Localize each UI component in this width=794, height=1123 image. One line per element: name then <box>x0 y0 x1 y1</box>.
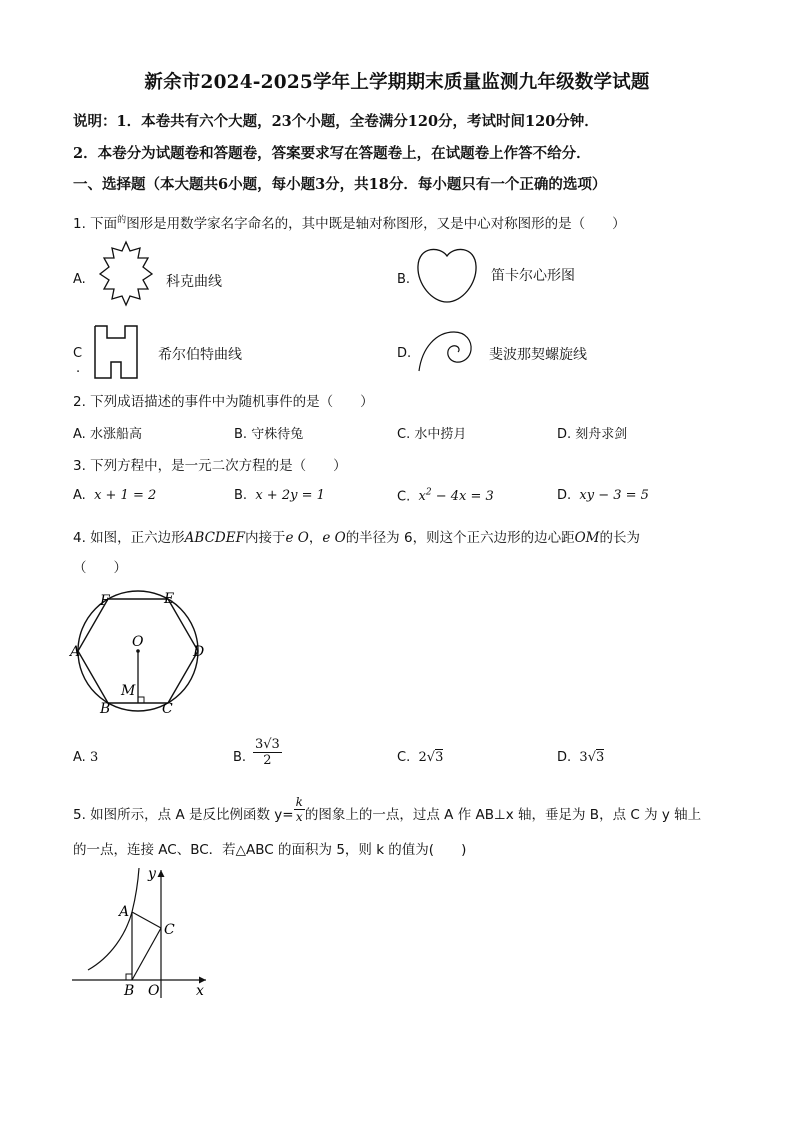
q4-stem-part-b: 内接于 <box>244 530 286 546</box>
q1-option-d-letter: D. <box>397 346 412 361</box>
q4-option-c-radicand: 3 <box>435 750 444 765</box>
q4-option-d-coef: 3 <box>579 750 588 765</box>
q3-option-c <box>397 488 494 504</box>
q1-stem-small: 的 <box>117 215 127 226</box>
q5-stem-part-a: 5. 如图所示，点 A 是反比例函数 y= <box>73 807 294 823</box>
q3-option-a-text: x + 1 = 2 <box>94 488 157 503</box>
inverse-function-figure <box>66 862 216 1002</box>
q1-option-b-label: 笛卡尔心形图 <box>491 268 575 284</box>
hex-label-a: A <box>70 644 81 660</box>
q2-option-d-letter: D. <box>557 427 572 442</box>
q4-stem-part-a: 4. 如图，正六边形 <box>73 530 185 546</box>
q1-option-a-label: 科克曲线 <box>166 274 222 290</box>
q4-option-a <box>73 750 98 765</box>
q4-polygon-name: ABCDEF <box>184 530 245 546</box>
q3-option-d-text: xy − 3 = 5 <box>579 488 649 503</box>
hex-label-m: M <box>121 683 136 699</box>
q2-option-a <box>73 423 142 442</box>
q4-stem-part-d: 的半径为 6，则这个正六边形的边心距 <box>345 530 575 546</box>
q4-stem-part-e: 的长为 <box>599 530 640 546</box>
section-1-heading: 一、选择题（本大题共6小题，每小题3分，共18分．每小题只有一个正确的选项） <box>73 176 607 193</box>
q3-option-b <box>234 488 325 503</box>
cardioid-figure <box>414 244 480 306</box>
q3-option-b-text: x + 2y = 1 <box>255 488 325 503</box>
q4-answer-paren: （ ） <box>73 560 127 576</box>
q4-option-c-coef: 2 <box>418 750 427 765</box>
q5-stem-line-2: 的一点，连接 AC、BC．若△ABC 的面积为 5，则 k 的值为( ) <box>73 842 467 858</box>
q2-option-a-letter: A. <box>73 427 86 442</box>
q4-stem-part-c: ， <box>308 530 323 546</box>
q2-option-a-text: 水涨船高 <box>89 427 142 442</box>
q3-option-b-letter: B. <box>234 488 248 503</box>
q4-option-c-letter: C. <box>397 750 411 765</box>
q2-option-d-text: 刻舟求剑 <box>575 427 628 442</box>
q4-option-d-radicand: 3 <box>596 750 605 765</box>
q5-stem-line-1 <box>73 794 702 824</box>
q4-option-d-radical-sign: √ <box>587 750 596 765</box>
koch-curve-figure <box>90 240 162 310</box>
hex-label-b: B <box>100 701 111 715</box>
q4-stem <box>73 526 640 546</box>
q4-option-c-radical-sign: √ <box>426 750 436 765</box>
notes-line-2: 2．本卷分为试题卷和答题卷，答案要求写在答题卷上，在试题卷上作答不给分． <box>73 145 591 162</box>
q3-option-d-letter: D. <box>557 488 572 503</box>
q3-option-c-base: x <box>418 489 426 505</box>
q2-option-c <box>397 423 466 442</box>
q2-option-c-letter: C. <box>397 427 411 442</box>
q3-option-c-text <box>418 489 493 504</box>
q5-fraction-denominator: x <box>295 809 303 824</box>
q2-option-d <box>557 423 627 442</box>
q2-option-b-letter: B. <box>234 427 248 442</box>
hex-label-f: F <box>100 593 110 609</box>
q1-option-b-letter: B. <box>397 272 411 287</box>
q2-option-b <box>234 423 303 442</box>
q5-stem-part-b: 的图象上的一点，过点 A 作 AB⊥x 轴，垂足为 B，点 C 为 y 轴上 <box>304 807 702 823</box>
q4-option-a-letter: A. <box>73 750 86 765</box>
fig5-label-a: A <box>119 904 130 920</box>
fig5-label-y: y <box>148 866 156 882</box>
fig5-label-b: B <box>124 983 135 999</box>
q4-option-a-text: 3 <box>89 750 99 765</box>
hex-label-c: C <box>162 701 173 715</box>
q3-option-d <box>557 488 649 503</box>
fig5-label-c: C <box>164 922 175 938</box>
fig5-label-x: x <box>196 983 204 999</box>
q4-option-b-numerator: 3√3 <box>255 737 280 752</box>
hex-label-o: O <box>132 634 144 650</box>
q4-option-b-denominator: 2 <box>263 753 272 768</box>
fibonacci-spiral-figure <box>414 326 476 376</box>
q3-option-a-letter: A. <box>73 488 86 503</box>
q4-option-b-fraction <box>253 737 282 768</box>
q4-option-b-letter: B. <box>233 750 247 765</box>
hilbert-curve-figure <box>88 322 144 382</box>
q1-option-c-dot: . <box>76 361 81 376</box>
q2-option-c-text: 水中捞月 <box>414 427 467 442</box>
q1-stem-part-a: 1. 下面 <box>73 216 118 232</box>
q1-stem-part-b: 图形是用数学家名字命名的，其中既是轴对称图形，又是中心对称图形的是（ ） <box>126 216 626 232</box>
q3-option-a <box>73 488 156 503</box>
q1-option-a-letter: A. <box>73 272 86 287</box>
q1-option-c-letter: C <box>73 346 83 361</box>
q3-option-c-rest: − 4x = 3 <box>431 489 494 505</box>
q4-segment-om: OM <box>574 530 600 546</box>
q4-circle-symbol-2: e O <box>322 530 346 546</box>
q3-option-c-letter: C. <box>397 489 411 505</box>
q3-stem: 3. 下列方程中，是一元二次方程的是（ ） <box>73 458 347 474</box>
q4-option-d <box>557 750 604 765</box>
notes-line-1: 说明：1．本卷共有六个大题，23个小题，全卷满分120分，考试时间120分钟． <box>73 113 599 130</box>
q5-fraction-numerator: k <box>295 794 303 809</box>
hexagon-circle-figure <box>66 585 216 715</box>
exam-title: 新余市2024-2025学年上学期期末质量监测九年级数学试题 <box>144 72 650 93</box>
q1-stem <box>73 212 626 232</box>
q4-circle-symbol-1: e O <box>285 530 309 546</box>
q3-option-c-exponent: 2 <box>425 488 432 498</box>
fig5-label-o: O <box>148 983 160 999</box>
q2-option-b-text: 守株待兔 <box>251 427 304 442</box>
q4-option-d-letter: D. <box>557 750 572 765</box>
q1-option-c-label: 希尔伯特曲线 <box>158 347 242 363</box>
hex-label-d: D <box>193 644 205 660</box>
q2-stem: 2. 下列成语描述的事件中为随机事件的是（ ） <box>73 394 374 410</box>
q1-option-d-label: 斐波那契螺旋线 <box>489 347 587 363</box>
q4-option-c <box>397 750 443 765</box>
hex-label-e: E <box>164 591 175 607</box>
